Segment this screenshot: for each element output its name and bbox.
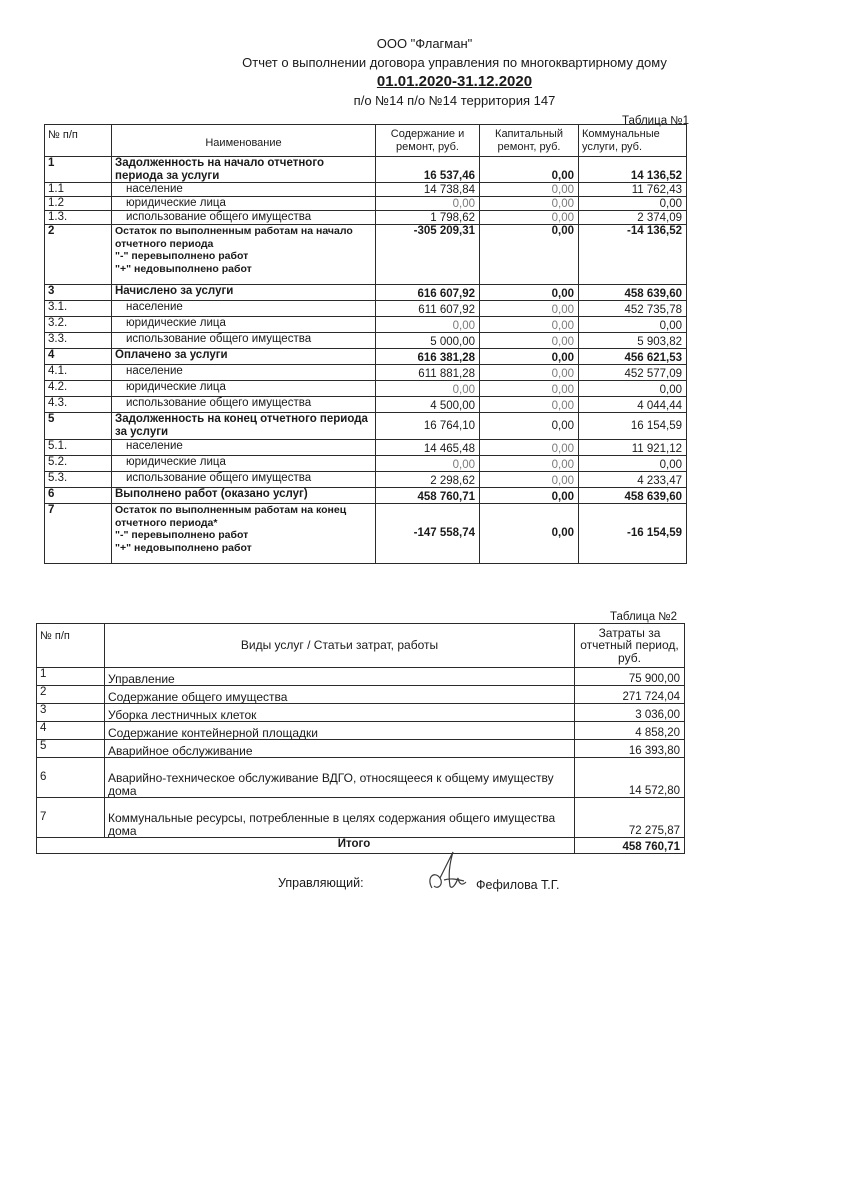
table1-caption: Таблица №1 — [622, 115, 690, 127]
table1-cell-name: юридические лица — [112, 317, 376, 333]
table1-cell-capital: 0,00 — [480, 349, 579, 365]
table1-row — [45, 225, 687, 285]
table1-cell-num: 4.1. — [45, 365, 112, 381]
table1-cell-name: население — [112, 301, 376, 317]
table2-caption: Таблица №2 — [610, 611, 678, 623]
table1-cell-name: Остаток по выполненным работам на конец отчетного периода* "-" перевыполнено работ "+" недовыполнено работ — [112, 504, 376, 564]
table1-cell-capital: 0,00 — [480, 157, 579, 183]
table2-header-cost: Затраты за отчетный период, руб. — [575, 624, 685, 668]
table2-cell-num: 7 — [37, 798, 105, 838]
table1-header-capital: Капитальный ремонт, руб. — [480, 125, 579, 157]
table1-cell-utilities: 11 921,12 — [579, 440, 687, 456]
table1-cell-maint: 458 760,71 — [376, 488, 480, 504]
table1-cell-utilities: 16 154,59 — [579, 413, 687, 440]
table1-cell-utilities: -14 136,52 — [579, 225, 687, 285]
handwritten-signature-icon — [420, 848, 470, 896]
table2-cell-name: Содержание контейнерной площадки — [105, 722, 575, 740]
table1-row — [45, 440, 687, 456]
table2-cell-num: 2 — [37, 686, 105, 704]
table1-cell-maint: 0,00 — [376, 197, 480, 211]
table1-cell-capital: 0,00 — [480, 211, 579, 225]
table1-cell-utilities: 11 762,43 — [579, 183, 687, 197]
table1-cell-maint: -305 209,31 — [376, 225, 480, 285]
table2 — [36, 623, 685, 854]
table1-row — [45, 488, 687, 504]
table1-cell-utilities: 0,00 — [579, 381, 687, 397]
table1-row — [45, 301, 687, 317]
table1-cell-name: юридические лица — [112, 456, 376, 472]
table1-row — [45, 183, 687, 197]
table1-cell-num: 2 — [45, 225, 112, 285]
table1-cell-num: 4.3. — [45, 397, 112, 413]
table1-cell-capital: 0,00 — [480, 440, 579, 456]
table1-header-utilities: Коммунальные услуги, руб. — [579, 125, 687, 157]
table1-cell-num: 1 — [45, 157, 112, 183]
table1-cell-utilities: 452 735,78 — [579, 301, 687, 317]
table2-cell-name: Уборка лестничных клеток — [105, 704, 575, 722]
table1-cell-maint: 2 298,62 — [376, 472, 480, 488]
report-title: Отчет о выполнении договора управления по многоквартирному дому — [242, 55, 667, 70]
table1-cell-capital: 0,00 — [480, 413, 579, 440]
table2-cell-name: Аварийно-техническое обслуживание ВДГО, относящееся к общему имуществу дома — [105, 758, 575, 798]
table1-header-name: Наименование — [112, 125, 376, 157]
table1-cell-maint: 0,00 — [376, 317, 480, 333]
table1-cell-name: население — [112, 183, 376, 197]
table1-cell-maint: 16 537,46 — [376, 157, 480, 183]
table2-cell-num: 3 — [37, 704, 105, 722]
table1-cell-capital: 0,00 — [480, 183, 579, 197]
table2-row — [37, 758, 685, 798]
table2-total-value: 458 760,71 — [575, 838, 685, 854]
table1-cell-name: использование общего имущества — [112, 397, 376, 413]
table1-cell-maint: 0,00 — [376, 381, 480, 397]
signature-role: Управляющий: — [278, 876, 364, 890]
table1-cell-capital: 0,00 — [480, 225, 579, 285]
table1-cell-capital: 0,00 — [480, 365, 579, 381]
table2-cell-cost: 72 275,87 — [575, 798, 685, 838]
table1-cell-capital: 0,00 — [480, 504, 579, 564]
table2-row — [37, 722, 685, 740]
table2-cell-cost: 271 724,04 — [575, 686, 685, 704]
table1-cell-utilities: 0,00 — [579, 197, 687, 211]
table1-cell-utilities: 456 621,53 — [579, 349, 687, 365]
table1-cell-capital: 0,00 — [480, 285, 579, 301]
table1-row — [45, 285, 687, 301]
table2-total-label: Итого — [37, 838, 575, 854]
table2-cell-name: Управление — [105, 668, 575, 686]
table1-cell-num: 3.1. — [45, 301, 112, 317]
table2-row — [37, 686, 685, 704]
table1-cell-maint: -147 558,74 — [376, 504, 480, 564]
table1-cell-utilities: 458 639,60 — [579, 285, 687, 301]
table1-cell-maint: 0,00 — [376, 456, 480, 472]
table1-cell-name: Остаток по выполненным работам на начало отчетного периода "-" перевыполнено работ "+" недовыполнено работ — [112, 225, 376, 285]
table1-cell-num: 1.2 — [45, 197, 112, 211]
table2-cell-num: 1 — [37, 668, 105, 686]
table1-cell-utilities: 0,00 — [579, 456, 687, 472]
table1 — [44, 124, 687, 564]
table1-cell-capital: 0,00 — [480, 397, 579, 413]
table1-cell-utilities: 4 044,44 — [579, 397, 687, 413]
table1-cell-utilities: 14 136,52 — [579, 157, 687, 183]
table1-cell-num: 5 — [45, 413, 112, 440]
table1-cell-num: 1.1 — [45, 183, 112, 197]
table1-row — [45, 365, 687, 381]
table1-cell-maint: 1 798,62 — [376, 211, 480, 225]
table1-cell-maint: 616 607,92 — [376, 285, 480, 301]
report-period: 01.01.2020-31.12.2020 — [376, 73, 533, 90]
table1-cell-maint: 14 738,84 — [376, 183, 480, 197]
table2-row — [37, 704, 685, 722]
table1-cell-name: Оплачено за услуги — [112, 349, 376, 365]
table2-row — [37, 798, 685, 838]
table2-cell-cost: 16 393,80 — [575, 740, 685, 758]
table1-cell-maint: 5 000,00 — [376, 333, 480, 349]
table2-cell-num: 5 — [37, 740, 105, 758]
table2-cell-num: 4 — [37, 722, 105, 740]
table1-cell-capital: 0,00 — [480, 333, 579, 349]
table2-cell-name: Аварийное обслуживание — [105, 740, 575, 758]
table1-cell-num: 5.1. — [45, 440, 112, 456]
table1-row — [45, 197, 687, 211]
table1-cell-name: Начислено за услуги — [112, 285, 376, 301]
table1-cell-num: 3.3. — [45, 333, 112, 349]
table1-row — [45, 333, 687, 349]
table1-cell-name: юридические лица — [112, 197, 376, 211]
table1-header-num: № п/п — [45, 125, 112, 157]
table1-row — [45, 413, 687, 440]
table1-row — [45, 349, 687, 365]
signature-name: Фефилова Т.Г. — [476, 878, 560, 892]
table2-header-name: Виды услуг / Статьи затрат, работы — [105, 624, 575, 668]
table1-cell-maint: 4 500,00 — [376, 397, 480, 413]
table2-row — [37, 740, 685, 758]
table1-row — [45, 211, 687, 225]
table1-cell-capital: 0,00 — [480, 456, 579, 472]
table1-cell-utilities: 0,00 — [579, 317, 687, 333]
table1-cell-name: население — [112, 440, 376, 456]
table2-row — [37, 668, 685, 686]
table1-header-maint: Содержание и ремонт, руб. — [376, 125, 480, 157]
table1-cell-capital: 0,00 — [480, 301, 579, 317]
table1-cell-name: Задолженность на начало отчетного периода за услуги — [112, 157, 376, 183]
company-name: ООО "Флагман" — [376, 36, 473, 51]
table1-row — [45, 504, 687, 564]
table1-row — [45, 157, 687, 183]
table2-cell-cost: 75 900,00 — [575, 668, 685, 686]
table1-row — [45, 472, 687, 488]
table1-cell-num: 1.3. — [45, 211, 112, 225]
table2-cell-num: 6 — [37, 758, 105, 798]
table1-cell-name: Задолженность на конец отчетного периода за услуги — [112, 413, 376, 440]
table1-cell-utilities: -16 154,59 — [579, 504, 687, 564]
table2-cell-cost: 3 036,00 — [575, 704, 685, 722]
table2-cell-cost: 14 572,80 — [575, 758, 685, 798]
table1-row — [45, 317, 687, 333]
table1-cell-num: 5.3. — [45, 472, 112, 488]
table2-header-num: № п/п — [37, 624, 105, 668]
table1-row — [45, 397, 687, 413]
table2-cell-name: Содержание общего имущества — [105, 686, 575, 704]
table1-cell-num: 5.2. — [45, 456, 112, 472]
table2-cell-name: Коммунальные ресурсы, потребленные в целях содержания общего имущества дома — [105, 798, 575, 838]
table1-row — [45, 456, 687, 472]
table1-cell-name: использование общего имущества — [112, 472, 376, 488]
table1-cell-maint: 14 465,48 — [376, 440, 480, 456]
table1-cell-num: 6 — [45, 488, 112, 504]
table2-cell-cost: 4 858,20 — [575, 722, 685, 740]
table1-cell-num: 4 — [45, 349, 112, 365]
table1-cell-utilities: 452 577,09 — [579, 365, 687, 381]
table1-cell-name: население — [112, 365, 376, 381]
table1-cell-capital: 0,00 — [480, 472, 579, 488]
table1-cell-utilities: 5 903,82 — [579, 333, 687, 349]
table1-row — [45, 381, 687, 397]
table1-cell-num: 7 — [45, 504, 112, 564]
table1-cell-maint: 611 607,92 — [376, 301, 480, 317]
table1-cell-utilities: 458 639,60 — [579, 488, 687, 504]
table1-cell-maint: 616 381,28 — [376, 349, 480, 365]
table1-cell-name: юридические лица — [112, 381, 376, 397]
table1-cell-capital: 0,00 — [480, 197, 579, 211]
report-address: п/о №14 п/о №14 территория 147 — [353, 93, 556, 108]
table1-cell-capital: 0,00 — [480, 488, 579, 504]
table1-cell-utilities: 2 374,09 — [579, 211, 687, 225]
table1-cell-name: использование общего имущества — [112, 333, 376, 349]
table1-cell-num: 4.2. — [45, 381, 112, 397]
table1-cell-capital: 0,00 — [480, 381, 579, 397]
table1-cell-maint: 16 764,10 — [376, 413, 480, 440]
table1-cell-name: использование общего имущества — [112, 211, 376, 225]
table1-cell-capital: 0,00 — [480, 317, 579, 333]
table1-cell-num: 3.2. — [45, 317, 112, 333]
table1-cell-name: Выполнено работ (оказано услуг) — [112, 488, 376, 504]
table1-cell-maint: 611 881,28 — [376, 365, 480, 381]
table1-cell-utilities: 4 233,47 — [579, 472, 687, 488]
table1-cell-num: 3 — [45, 285, 112, 301]
